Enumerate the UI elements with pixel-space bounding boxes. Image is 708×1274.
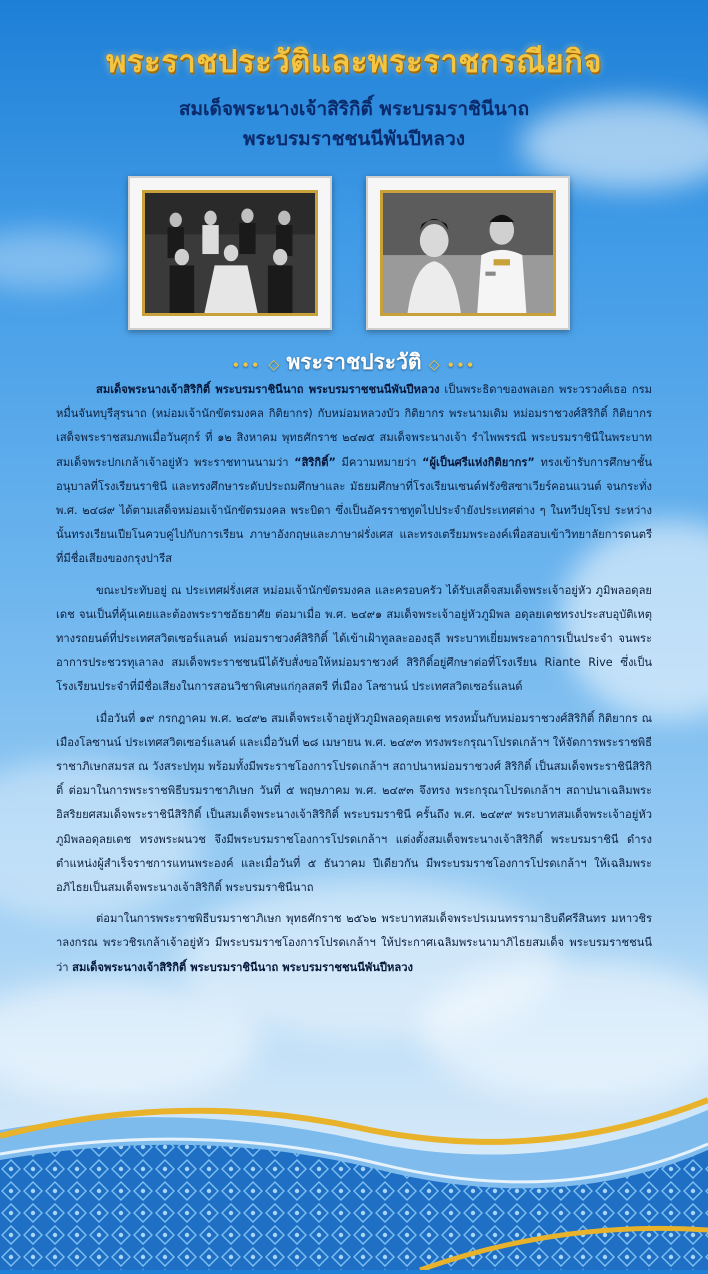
page-title: พระราชประวัติและพระราชกรณียกิจ [105, 44, 603, 80]
decorative-wave-border [0, 1070, 708, 1270]
paragraph-1 [56, 378, 652, 572]
paragraph-text: ต่อมาในการพระราชพิธีบรมราชาภิเษก พุทธศักราช ๒๕๖๒ พระบาทสมเด็จพระปรเมนทรรามาธิบดีศรีสินทร มหาวชิราลงกรณ พระวชิรเกล้าเจ้าอยู่หัว มีพระบรมราชโองการโปรดเกล้าฯ ให้ประกาศเฉลิมพระนามาภิไธยสมเด็จ พระบรมราชชนนีว่า [56, 912, 652, 974]
paragraph-text: มีความหมายว่า [335, 455, 423, 469]
paragraph-text: เป็นพระธิดาของพลเอก พระวรวงศ์เธอ กรมหมื่นจันทบุรีสุรนาถ (หม่อมเจ้านักขัตรมงคล กิติยากร) กับหม่อมหลวงบัว กิติยากร พระนามเดิม หม่อมราชวงศ์สิริกิติ์ กิติยากร เสด็จพระราชสมภพเมื่อวันศุกร์ ที่ ๑๒ สิงหาคม พุทธศักราช ๒๔๗๕ สมเด็จพระนางเจ้า รำไพพรรณี พระบรมราชินีในพระบาทสมเด็จพระปกเกล้าเจ้าอยู่หัว พระราชทานนามว่า [56, 383, 652, 469]
diamond-icon: ◇ [428, 357, 440, 373]
biography-text [56, 378, 652, 987]
royal-couple-photo [366, 176, 570, 330]
paragraph-text: ทรงเข้ารับการศึกษาชั้นอนุบาลที่โรงเรียนราชินี และทรงศึกษาระดับประถมศึกษาและ มัธยมศึกษาที่โรงเรียนเซนต์ฟรังซิสซาเวียร์คอนแวนต์ จนกระทั่ง พ.ศ. ๒๔๘๙ ได้ตามเสด็จหม่อมเจ้านักขัตรมงคล พระบิดา ซึ่งเป็นอัครราชทูตไปประจำยังประเทศต่าง ๆ ในทวีปยุโรป ระหว่างนั้นทรงเรียนเปียโนควบคู่ไปกับการเรียน ภาษาอังกฤษและภาษาฝรั่งเศส และทรงเตรียมพระองค์เพื่อสอบเข้าวิทยาลัยการดนตรีที่มีชื่อเสียงของกรุงปารีส [56, 455, 652, 566]
paragraph-4 [56, 907, 652, 980]
paragraph-3: เมื่อวันที่ ๑๙ กรกฎาคม พ.ศ. ๒๔๙๒ สมเด็จพระเจ้าอยู่หัวภูมิพลอดุลยเดช ทรงหมั้นกับหม่อมราชวงศ์สิริกิติ์ กิติยากร ณ เมืองโลซานน์ ประเทศสวิตเซอร์แลนด์ และเมื่อวันที่ ๒๘ เมษายน พ.ศ. ๒๔๙๓ ทรงพระกรุณาโปรดเกล้าฯ ให้จัดการพระราชพิธีราชาภิเษกสมรส ณ วังสระปทุม พร้อมทั้งมีพระราชโองการโปรดเกล้าฯ สถาปนาหม่อมราชวงศ์ สิริกิติ์ เป็นสมเด็จพระราชินีสิริกิติ์ ต่อมาในการพระราชพิธีบรมราชาภิเษก วันที่ ๕ พฤษภาคม พ.ศ. ๒๔๙๓ จึงทรง พระกรุณาโปรดเกล้าฯ สถาปนาเฉลิมพระอิสริยยศสมเด็จพระราชินีสิริกิติ์ เป็นสมเด็จพระนางเจ้าสิริกิติ์ พระบรมราชินี ครั้นถึง พ.ศ. ๒๔๙๙ พระบาทสมเด็จพระเจ้าอยู่หัวภูมิพลอดุลยเดช ทรงพระผนวช จึงมีพระบรมราชโองการโปรดเกล้าฯ แต่งตั้งสมเด็จพระนางเจ้าสิริกิติ์ พระบรมราชินี ดำรงตำแหน่งผู้สำเร็จราชการแทนพระองค์ และเมื่อวันที่ ๕ ธันวาคม ปีเดียวกัน มีพระบรมราชโองการโปรดเกล้าฯ ให้เฉลิมพระอภิไธยเป็นสมเด็จพระนางเจ้าสิริกิติ์ พระบรมราชินีนาถ [56, 711, 652, 895]
section-heading [0, 346, 708, 379]
section-heading-text: พระราชประวัติ [286, 349, 422, 374]
subtitle-line-2: พระบรมราชชนนีพันปีหลวง [242, 128, 466, 150]
bold-name: “สิริกิติ์” [294, 455, 336, 469]
bold-meaning: “ผู้เป็นศรีแห่งกิติยากร” [422, 455, 535, 469]
subtitle-line-1: สมเด็จพระนางเจ้าสิริกิติ์ พระบรมราชินีนาถ [178, 98, 530, 120]
diamond-icon: ◇ [268, 357, 280, 373]
ornament-dots-icon: ••• [232, 358, 262, 372]
ornament-dots-icon: ••• [446, 358, 476, 372]
paragraph-2: ขณะประทับอยู่ ณ ประเทศฝรั่งเศส หม่อมเจ้านักขัตรมงคล และครอบครัว ได้รับเสด็จสมเด็จพระเจ้าอยู่หัว ภูมิพลอดุลยเดช จนเป็นที่คุ้นเคยและต้องพระราชอัธยาศัย ต่อมาเมื่อ พ.ศ. ๒๔๙๑ สมเด็จพระเจ้าอยู่หัวภูมิพล อดุลยเดชทรงประสบอุบัติเหตุทางรถยนต์ที่ประเทศสวิตเซอร์แลนด์ หม่อมราชวงศ์สิริกิติ์ ได้เข้าเฝ้าทูลละอองธุลี พระบาทเยี่ยมพระอาการเป็นประจำ จนพระอาการประชวรทุเลาลง สมเด็จพระราชชนนีได้รับสั่งขอให้หม่อมราชวงศ์ สิริกิติ์อยู่ศึกษาต่อที่โรงเรียน Riante Rive ซึ่งเป็นโรงเรียนประจำที่มีชื่อเสียงในการสอนวิชาพิเศษแก่กุลสตรี ที่เมือง โลซานน์ ประเทศสวิตเซอร์แลนด์ [56, 583, 652, 694]
bold-name: สมเด็จพระนางเจ้าสิริกิติ์ พระบรมราชินีนาถ พระบรมราชชนนีพันปีหลวง [96, 383, 440, 396]
family-photo [128, 176, 332, 330]
bold-name: สมเด็จพระนางเจ้าสิริกิติ์ พระบรมราชินีนาถ พระบรมราชชนนีพันปีหลวง [72, 960, 413, 974]
cloud-decoration [0, 230, 120, 290]
